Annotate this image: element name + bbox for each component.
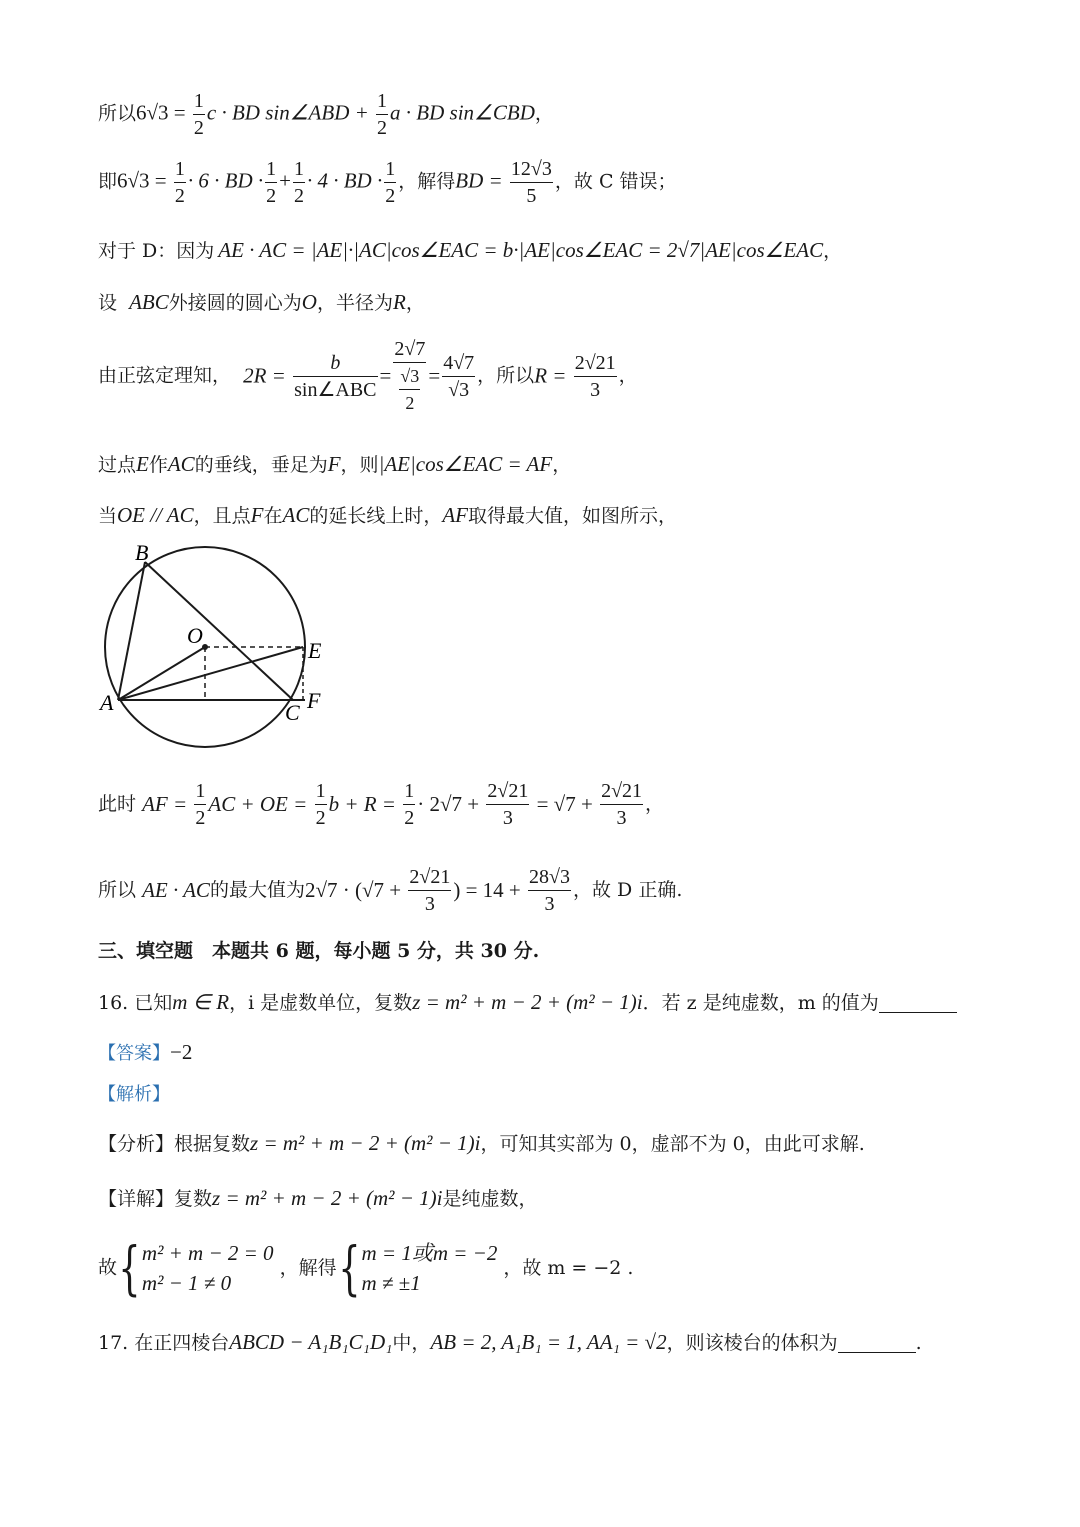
text: 即 [98, 170, 118, 193]
den: 2 [377, 117, 388, 139]
num: 1 [376, 90, 388, 115]
expr: c · BD sin∠ABD + [206, 100, 375, 125]
label-b: B [135, 540, 149, 565]
line-1 [98, 90, 554, 139]
text: ， [823, 240, 843, 262]
fraction-28 [528, 866, 571, 915]
fraction-half [376, 90, 388, 139]
expr: 2R = [243, 363, 292, 388]
text: ， [618, 364, 638, 387]
line-4 [98, 292, 425, 313]
num: √3 [399, 365, 420, 390]
den: 2 [174, 185, 185, 207]
text: 的延长线上时， [309, 505, 443, 527]
line-9 [98, 866, 682, 915]
text: 所以 [98, 879, 137, 901]
den [393, 363, 426, 414]
text: 16. 已知 [98, 992, 173, 1014]
den: 3 [616, 807, 627, 829]
expr: AE · AC = |AE|·|AC|cos∠EAC = b·|AE|cos∠EAC = 2√7|AE|cos∠EAC [218, 238, 824, 262]
segment-ae [118, 647, 303, 700]
expr: 2√7 · (√7 + [304, 878, 407, 902]
fraction-half [315, 780, 327, 829]
q16-system [98, 1234, 634, 1302]
num: 1 [193, 90, 205, 115]
num: 28√3 [528, 866, 571, 891]
text: ， [645, 793, 665, 815]
text: ， [405, 292, 425, 314]
expr: F [327, 452, 341, 476]
eq: = [379, 363, 392, 388]
text: 取得最大值，如图所示， [468, 505, 678, 527]
segment-ao [118, 647, 205, 700]
segment-ab [118, 562, 145, 700]
text: 由正弦定理知， [98, 364, 232, 387]
text: 是纯虚数， [442, 1188, 538, 1210]
den: 3 [502, 807, 513, 829]
num: 12√3 [510, 158, 553, 183]
text: 外接圆的圆心为 [168, 292, 302, 314]
eq: m = 1或m = −2 [361, 1241, 498, 1265]
text: ，解得 [398, 170, 456, 193]
den: 2 [266, 185, 277, 207]
num: 2√21 [574, 352, 617, 377]
num: 2√7 [393, 338, 426, 363]
eq: = [428, 363, 441, 388]
expr: · 4 · BD · [306, 168, 383, 193]
fraction-half [174, 158, 186, 207]
answer-blank[interactable] [838, 1334, 916, 1353]
den: 2 [385, 185, 396, 207]
fraction-complex [393, 338, 426, 414]
text: ，半径为 [316, 292, 393, 314]
expr: ABC [129, 290, 169, 314]
q16-xiangjie [98, 1188, 537, 1209]
line-8 [98, 780, 664, 829]
num: 1 [403, 780, 415, 805]
expr: R [392, 290, 406, 314]
text: 的垂线，垂足为 [194, 454, 328, 476]
expr: ABCD − A₁B₁C₁D₁ [229, 1330, 393, 1354]
num: 1 [194, 780, 206, 805]
den: 2 [195, 807, 206, 829]
expr: AB = 2, A₁B₁ = 1, AA₁ = √2 [430, 1330, 667, 1354]
expr: AC [282, 503, 310, 527]
text: ，则该棱台的体积为 [666, 1332, 838, 1354]
den: sin∠ABC [294, 378, 377, 401]
analysis-tag: 【解析】 [98, 1084, 170, 1105]
text: 所以 [98, 102, 137, 125]
text: 过点 [98, 454, 137, 476]
text: ，i 是虚数单位，复数 [229, 992, 413, 1014]
fraction-47 [442, 352, 475, 401]
fraction-half [265, 158, 277, 207]
q16-question [98, 992, 957, 1013]
text: ，故 C 错误； [554, 170, 677, 193]
text: 中， [392, 1332, 431, 1354]
text: . [915, 1332, 922, 1354]
expr: a · BD sin∠CBD [390, 100, 535, 125]
text: 作 [148, 454, 168, 476]
num: 2√21 [486, 780, 529, 805]
line-6 [98, 454, 571, 475]
num: 2√21 [600, 780, 643, 805]
den: √3 [448, 378, 470, 401]
den: 2 [193, 117, 204, 139]
den: 2 [293, 185, 304, 207]
den: 2 [315, 807, 326, 829]
q16-answer [98, 1042, 192, 1063]
text: 复数 [174, 1188, 213, 1210]
section-title: 三、填空题 本题共 6 题，每小题 5 分，共 30 分. [98, 940, 540, 962]
text: 此时 [98, 793, 137, 815]
line-7 [98, 505, 677, 526]
text: 的最大值为 [209, 879, 305, 901]
label-c: C [285, 700, 300, 725]
expr: 6√3 = [117, 168, 172, 193]
expr: O [301, 290, 317, 314]
fenxi-tag: 【分析】 [98, 1133, 175, 1155]
text: 根据复数 [174, 1133, 251, 1155]
text: 设 [98, 292, 118, 314]
label-a: A [100, 690, 114, 715]
text: ，可知其实部为 0，虚部不为 0，由此可求解. [480, 1133, 865, 1155]
system-1 [142, 1238, 274, 1298]
text: ， [534, 102, 554, 125]
den: 3 [424, 893, 435, 915]
eq: m ≠ ±1 [361, 1271, 421, 1295]
text: 在 [263, 505, 283, 527]
expr: AC + OE = [208, 792, 313, 816]
fraction-half [384, 158, 396, 207]
expr: z = m² + m − 2 + (m² − 1)i [250, 1131, 481, 1155]
num: 1 [265, 158, 277, 183]
num: 1 [315, 780, 327, 805]
q16-analysis [98, 1085, 170, 1104]
text: ．若 z 是纯虚数，m 的值为 [642, 992, 879, 1014]
fraction-half [194, 780, 206, 829]
fraction-half [403, 780, 415, 829]
num: 1 [293, 158, 305, 183]
text: ，故 m = −2 . [503, 1256, 634, 1279]
line-5 [98, 338, 638, 414]
text: 故 [98, 1256, 118, 1279]
fraction-R [574, 352, 617, 401]
fraction-bd [510, 158, 553, 207]
text: ，解得 [279, 1256, 337, 1279]
line-2 [98, 158, 677, 207]
expr: |AE|cos∠EAC = AF [378, 452, 553, 476]
text: 对于 D：因为 [98, 240, 215, 262]
den: 5 [526, 185, 537, 207]
expr: OE // AC [117, 503, 194, 527]
expr: AC [167, 452, 195, 476]
num: 4√7 [442, 352, 475, 377]
q17-question [98, 1332, 922, 1353]
expr: m ∈ R [172, 990, 230, 1014]
system-2 [361, 1238, 497, 1298]
expr: · 6 · BD · [187, 168, 264, 193]
fraction-half [293, 158, 305, 207]
expr: z = m² + m − 2 + (m² − 1)i [412, 990, 643, 1014]
answer-value: −2 [170, 1040, 193, 1064]
label-e: E [308, 638, 322, 663]
den: 3 [590, 378, 601, 401]
left-brace: { [118, 1234, 141, 1302]
center-point [202, 644, 208, 650]
den: 2 [404, 807, 415, 829]
line-3 [98, 240, 842, 261]
q16-fenxi [98, 1133, 865, 1154]
expr: BD = [455, 168, 508, 193]
text: ，则 [340, 454, 379, 476]
xiangjie-tag: 【详解】 [98, 1188, 175, 1210]
fraction-R [486, 780, 529, 829]
text: 17. 在正四棱台 [98, 1332, 230, 1354]
circle-figure [95, 540, 340, 755]
expr: AF [442, 503, 469, 527]
text: ， [552, 454, 572, 476]
left-brace: { [337, 1234, 361, 1302]
num: 2√21 [408, 866, 451, 891]
fraction-half [193, 90, 205, 139]
den: 3 [544, 893, 555, 915]
fraction-R [408, 866, 451, 915]
expr: = √7 + [531, 792, 599, 816]
num: 1 [384, 158, 396, 183]
num: b [293, 352, 377, 377]
eq: m² + m − 2 = 0 [141, 1241, 274, 1265]
text: 当 [98, 505, 118, 527]
expr: AE · AC [142, 878, 210, 902]
answer-tag: 【答案】 [98, 1043, 170, 1064]
expr: 6√3 = [136, 100, 191, 125]
label-f: F [307, 688, 321, 713]
text: ，且点 [193, 505, 251, 527]
expr: + [279, 168, 291, 193]
expr: · 2√7 + [417, 792, 485, 816]
text: ，故 D 正确. [573, 879, 683, 901]
expr: F [250, 503, 264, 527]
expr: R = [534, 363, 572, 388]
text: ，所以 [477, 364, 535, 387]
segment-bc [145, 562, 293, 700]
expr: z = m² + m − 2 + (m² − 1)i [212, 1186, 443, 1210]
num: 1 [174, 158, 186, 183]
fraction-b-sin [293, 352, 377, 401]
answer-blank[interactable] [879, 994, 957, 1013]
label-o: O [187, 623, 203, 648]
expr: E [136, 452, 149, 476]
expr: AF = [142, 792, 193, 816]
eq: m² − 1 ≠ 0 [141, 1271, 232, 1295]
fraction-inner [399, 365, 420, 414]
expr: b + R = [328, 792, 402, 816]
expr: ) = 14 + [453, 878, 527, 902]
fraction-R [600, 780, 643, 829]
den: 2 [405, 393, 415, 413]
